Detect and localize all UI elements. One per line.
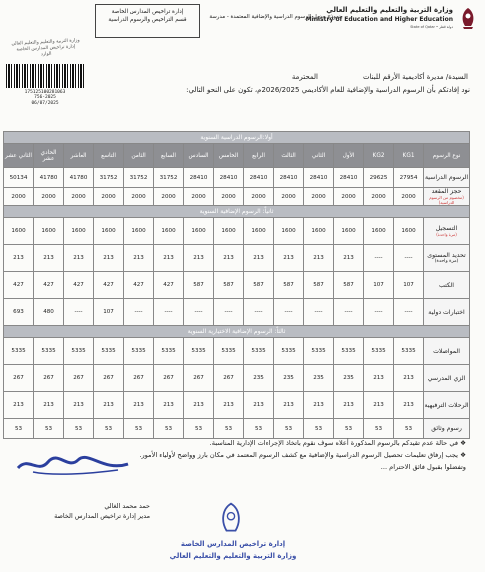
table-row	[4, 218, 470, 245]
fee-cell: 5335	[364, 338, 394, 365]
fee-cell: 213	[184, 245, 214, 272]
fee-cell: ----	[64, 299, 94, 326]
fee-cell: 267	[64, 365, 94, 392]
fee-cell: 5335	[394, 338, 424, 365]
fee-cell: 2000	[124, 188, 154, 206]
fee-cell: 1600	[34, 218, 64, 245]
fee-cell: 213	[214, 245, 244, 272]
fee-cell: 693	[4, 299, 34, 326]
grade-header: KG2	[364, 144, 394, 168]
fee-cell: 213	[124, 245, 154, 272]
row-label-note: (مرة واحدة)	[434, 259, 459, 264]
grade-header: الأول	[334, 144, 364, 168]
table-row	[4, 168, 470, 188]
fee-cell: 107	[94, 299, 124, 326]
row-label	[424, 168, 470, 188]
fee-cell: 27954	[394, 168, 424, 188]
fee-cell: 2000	[244, 188, 274, 206]
section-title: أولا:الرسوم الدراسية السنوية	[4, 132, 470, 144]
row-label-note: (مرة واحدة)	[436, 232, 457, 237]
table-row	[4, 419, 470, 439]
fee-cell: 2000	[94, 188, 124, 206]
fee-cell: 213	[184, 392, 214, 419]
fee-cell: 28410	[334, 168, 364, 188]
fee-cell: ----	[154, 299, 184, 326]
fee-cell: 267	[154, 365, 184, 392]
row-label-text: رسوم وثائق	[431, 425, 462, 432]
fee-cell: 235	[334, 365, 364, 392]
fee-cell: 5335	[94, 338, 124, 365]
fee-cell: 587	[184, 272, 214, 299]
fee-cell: 427	[124, 272, 154, 299]
closing-line: وتفضلوا بقبول فائق الاحترام ...	[380, 463, 466, 471]
fee-cell: 587	[334, 272, 364, 299]
fee-cell: 213	[304, 245, 334, 272]
ministry-emblem-icon	[457, 6, 479, 30]
fee-cell: 213	[64, 392, 94, 419]
official-stamp	[168, 500, 298, 572]
table-row	[4, 365, 470, 392]
fee-cell: 107	[394, 272, 424, 299]
form-title: نموذج جدول الرسوم الدراسية والإضافية المعتمدة - مدرسة	[209, 14, 341, 20]
fee-cell: 1600	[364, 218, 394, 245]
ministry-name-ar: وزارة التربية والتعليم والتعليم العالي	[326, 6, 453, 14]
state-label: State of Qatar • دولة قطر	[410, 25, 453, 29]
fee-cell: 1600	[244, 218, 274, 245]
fee-cell: 213	[214, 392, 244, 419]
intro-text: نود إفادتكم بأن الرسوم الدراسية والإضافية للعام الأكاديمي 2026/2025م، تكون على النحو التالي:	[186, 86, 470, 94]
grade-header: التاسع	[94, 144, 124, 168]
table-row	[4, 245, 470, 272]
fee-cell: 2000	[304, 188, 334, 206]
fee-cell: 5335	[214, 338, 244, 365]
fee-cell: 53	[214, 419, 244, 439]
fee-cell: 28410	[274, 168, 304, 188]
signatory	[40, 501, 150, 521]
notes	[100, 437, 466, 473]
fee-cell: 31752	[124, 168, 154, 188]
fee-cell: 267	[34, 365, 64, 392]
section-name: قسم التراخيص والرسوم الدراسية	[108, 17, 187, 23]
fee-cell: 267	[184, 365, 214, 392]
fee-cell: 427	[64, 272, 94, 299]
grade-header: KG1	[394, 144, 424, 168]
table-row	[4, 188, 470, 206]
fee-cell: 2000	[274, 188, 304, 206]
fee-cell: 213	[334, 245, 364, 272]
fee-cell: 2000	[364, 188, 394, 206]
fee-cell: 213	[154, 245, 184, 272]
fee-cell: 213	[394, 365, 424, 392]
barcode-number: 175125100281063	[24, 90, 66, 95]
fee-cell: 1600	[274, 218, 304, 245]
fee-cell: 213	[4, 245, 34, 272]
row-label	[424, 299, 470, 326]
fee-cell: 2000	[34, 188, 64, 206]
ministry-logo	[305, 4, 479, 34]
fee-cell: 5335	[334, 338, 364, 365]
fee-cell: 28410	[214, 168, 244, 188]
fee-cell: ----	[364, 299, 394, 326]
fee-cell: 5335	[304, 338, 334, 365]
addressee: السيدة/ مديرة أكاديمية الأرقم للبنات	[362, 73, 468, 81]
signatory-name: حمد محمد الغالي	[104, 502, 150, 510]
fee-cell: 2000	[64, 188, 94, 206]
fee-cell: 1600	[154, 218, 184, 245]
fee-cell: 53	[304, 419, 334, 439]
barcode	[6, 64, 84, 88]
fee-cell: 2000	[214, 188, 244, 206]
fee-cell: 1600	[334, 218, 364, 245]
fee-cell: 5335	[244, 338, 274, 365]
fee-cell: ----	[394, 299, 424, 326]
grade-header: الثالث	[274, 144, 304, 168]
fee-cell: 267	[4, 365, 34, 392]
fee-cell: 213	[94, 245, 124, 272]
signature-scribble	[8, 450, 138, 480]
fee-cell: 213	[64, 245, 94, 272]
row-label-text: الكتب	[439, 281, 455, 289]
row-label	[424, 245, 470, 272]
fee-cell: 53	[154, 419, 184, 439]
row-label-text: المواصلات	[433, 347, 460, 355]
fee-cell: 587	[274, 272, 304, 299]
fee-cell: 5335	[64, 338, 94, 365]
fee-cell: ----	[214, 299, 244, 326]
fee-cell: 1600	[304, 218, 334, 245]
diamond-bullet-icon: ❖	[457, 439, 466, 447]
grade-header: الثامن	[124, 144, 154, 168]
stamp-line1: إدارة تراخيص المدارس الخاصة	[180, 540, 286, 548]
fee-cell: 41780	[64, 168, 94, 188]
signatory-title: مدير إدارة تراخيص المدارس الخاصة	[54, 512, 150, 520]
fee-cell: 1600	[4, 218, 34, 245]
fee-cell: 2000	[394, 188, 424, 206]
grade-header: السابع	[154, 144, 184, 168]
fee-cell: 480	[34, 299, 64, 326]
row-label-text: الرحلات الترفيهية	[424, 401, 469, 409]
grade-header: الرابع	[244, 144, 274, 168]
table-row	[4, 272, 470, 299]
row-label	[424, 365, 470, 392]
grade-header: الحادي عشر	[34, 144, 64, 168]
fee-cell: 2000	[334, 188, 364, 206]
fee-cell: 50134	[4, 168, 34, 188]
fee-cell: 5335	[4, 338, 34, 365]
fee-cell: 53	[94, 419, 124, 439]
fee-cell: 5335	[184, 338, 214, 365]
grade-header: الثاني	[304, 144, 334, 168]
fee-cell: 587	[244, 272, 274, 299]
grade-header: العاشر	[64, 144, 94, 168]
fee-cell: ----	[304, 299, 334, 326]
fee-cell: 29625	[364, 168, 394, 188]
table-row	[4, 338, 470, 365]
fee-cell: 213	[244, 392, 274, 419]
fee-cell: 213	[364, 365, 394, 392]
row-label-text: الزي المدرسي	[427, 374, 466, 382]
fee-cell: 267	[124, 365, 154, 392]
fee-cell: 1600	[124, 218, 154, 245]
fee-cell: 1600	[94, 218, 124, 245]
fee-cell: 1600	[214, 218, 244, 245]
department-box	[95, 4, 200, 38]
fee-cell: 213	[274, 392, 304, 419]
fee-cell: 235	[244, 365, 274, 392]
fee-cell: 28410	[244, 168, 274, 188]
barcode-date: 06/07/2025	[31, 100, 59, 106]
fee-cell: 53	[34, 419, 64, 439]
section-title: ثانياً: الرسوم الإضافية السنوية	[4, 206, 470, 218]
fee-cell: ----	[244, 299, 274, 326]
fee-cell: 213	[34, 245, 64, 272]
department-name: إدارة تراخيص المدارس الخاصة	[111, 9, 184, 15]
fee-cell: 53	[334, 419, 364, 439]
row-label	[424, 392, 470, 419]
row-label-note: (مخصوم من الرسوم الدراسية)	[429, 195, 464, 205]
fee-cell: ----	[364, 245, 394, 272]
barcode-reference: 756-2025	[34, 95, 56, 101]
fee-cell: ----	[394, 245, 424, 272]
section-header-annual	[4, 132, 470, 144]
fee-cell: 427	[94, 272, 124, 299]
fee-cell: 53	[364, 419, 394, 439]
fee-cell: 235	[274, 365, 304, 392]
row-label	[424, 188, 470, 206]
fee-cell: 213	[154, 392, 184, 419]
grade-header: الثاني عشر	[4, 144, 34, 168]
fee-cell: 1600	[394, 218, 424, 245]
fee-cell: 1600	[64, 218, 94, 245]
fee-cell: 213	[244, 245, 274, 272]
fee-cell: 53	[124, 419, 154, 439]
respected-label: المحترمة	[291, 73, 318, 81]
fee-cell: 2000	[184, 188, 214, 206]
row-label-text: حجز المقعد	[431, 188, 462, 195]
fee-cell: 587	[304, 272, 334, 299]
received-stamp: وزارة التربية والتعليم والتعليم العالي إدارة تراخيص المدارس الخاصة الوارد	[11, 38, 80, 58]
fee-cell: 1600	[184, 218, 214, 245]
stamp-emblem-icon	[213, 500, 249, 536]
row-label-text: الرسوم الدراسية	[424, 174, 469, 181]
fee-cell: 427	[4, 272, 34, 299]
fee-cell: 53	[394, 419, 424, 439]
row-label-text: التسجيل	[435, 225, 458, 232]
grade-header: الخامس	[214, 144, 244, 168]
grade-header: السادس	[184, 144, 214, 168]
section-header-additional	[4, 206, 470, 218]
fee-cell: 213	[274, 245, 304, 272]
fee-cell: 5335	[124, 338, 154, 365]
fee-cell: 53	[244, 419, 274, 439]
fee-cell: 107	[364, 272, 394, 299]
fee-cell: 5335	[34, 338, 64, 365]
fee-cell: 5335	[154, 338, 184, 365]
fees-table	[3, 131, 470, 439]
row-label	[424, 218, 470, 245]
row-label	[424, 419, 470, 439]
fee-cell: 53	[184, 419, 214, 439]
note-item: ❖ يجب إرفاق تعليمات تحصيل الرسوم الدراسية والإضافية مع كشف الرسوم المعتمد في مكان بارز وواضح لأولياء الأمور.	[139, 451, 466, 459]
fee-cell: 427	[154, 272, 184, 299]
grades-header-row	[4, 144, 470, 168]
fee-cell: 2000	[154, 188, 184, 206]
barcode-text	[6, 90, 84, 106]
row-label	[424, 338, 470, 365]
fee-cell: 213	[394, 392, 424, 419]
fee-cell: 53	[274, 419, 304, 439]
fee-cell: 5335	[274, 338, 304, 365]
fee-cell: 587	[214, 272, 244, 299]
table-row	[4, 392, 470, 419]
note-item: ❖ في حالة عدم تقيدكم بالرسوم المذكورة أعلاه سوف نقوم باتخاذ الإجراءات الإدارية المناسبة.	[209, 439, 466, 447]
fee-cell: 267	[214, 365, 244, 392]
fee-cell: 213	[4, 392, 34, 419]
fee-cell: 53	[4, 419, 34, 439]
fee-cell: ----	[184, 299, 214, 326]
fee-cell: 235	[304, 365, 334, 392]
fee-cell: ----	[274, 299, 304, 326]
row-label	[424, 272, 470, 299]
fee-cell: 213	[334, 392, 364, 419]
fee-cell: 213	[34, 392, 64, 419]
ministry-name-en: Ministry of Education and Higher Education	[305, 16, 453, 23]
fee-cell: 267	[94, 365, 124, 392]
fee-cell: 213	[94, 392, 124, 419]
fee-cell: 213	[364, 392, 394, 419]
section-header-optional	[4, 326, 470, 338]
fee-cell: 427	[34, 272, 64, 299]
fee-cell: 213	[304, 392, 334, 419]
table-row	[4, 299, 470, 326]
fee-cell: 31752	[94, 168, 124, 188]
fee-cell: ----	[124, 299, 154, 326]
fee-cell: 53	[64, 419, 94, 439]
fee-cell: 2000	[4, 188, 34, 206]
row-label-text: اختبارات دولية	[428, 308, 465, 316]
fee-cell: 41780	[34, 168, 64, 188]
fee-cell: 28410	[184, 168, 214, 188]
grades-header-label: نوع الرسوم	[424, 144, 470, 168]
row-label-text: تحديد المستوى	[427, 252, 466, 259]
section-title: ثالثاً: الرسوم الإضافية الاختيارية السنوية	[4, 326, 470, 338]
stamp-line2: وزارة التربية والتعليم والتعليم العالي	[169, 552, 297, 560]
fee-cell: 28410	[304, 168, 334, 188]
diamond-bullet-icon: ❖	[457, 451, 466, 459]
fee-cell: 31752	[154, 168, 184, 188]
fee-cell: 213	[124, 392, 154, 419]
fee-cell: ----	[334, 299, 364, 326]
